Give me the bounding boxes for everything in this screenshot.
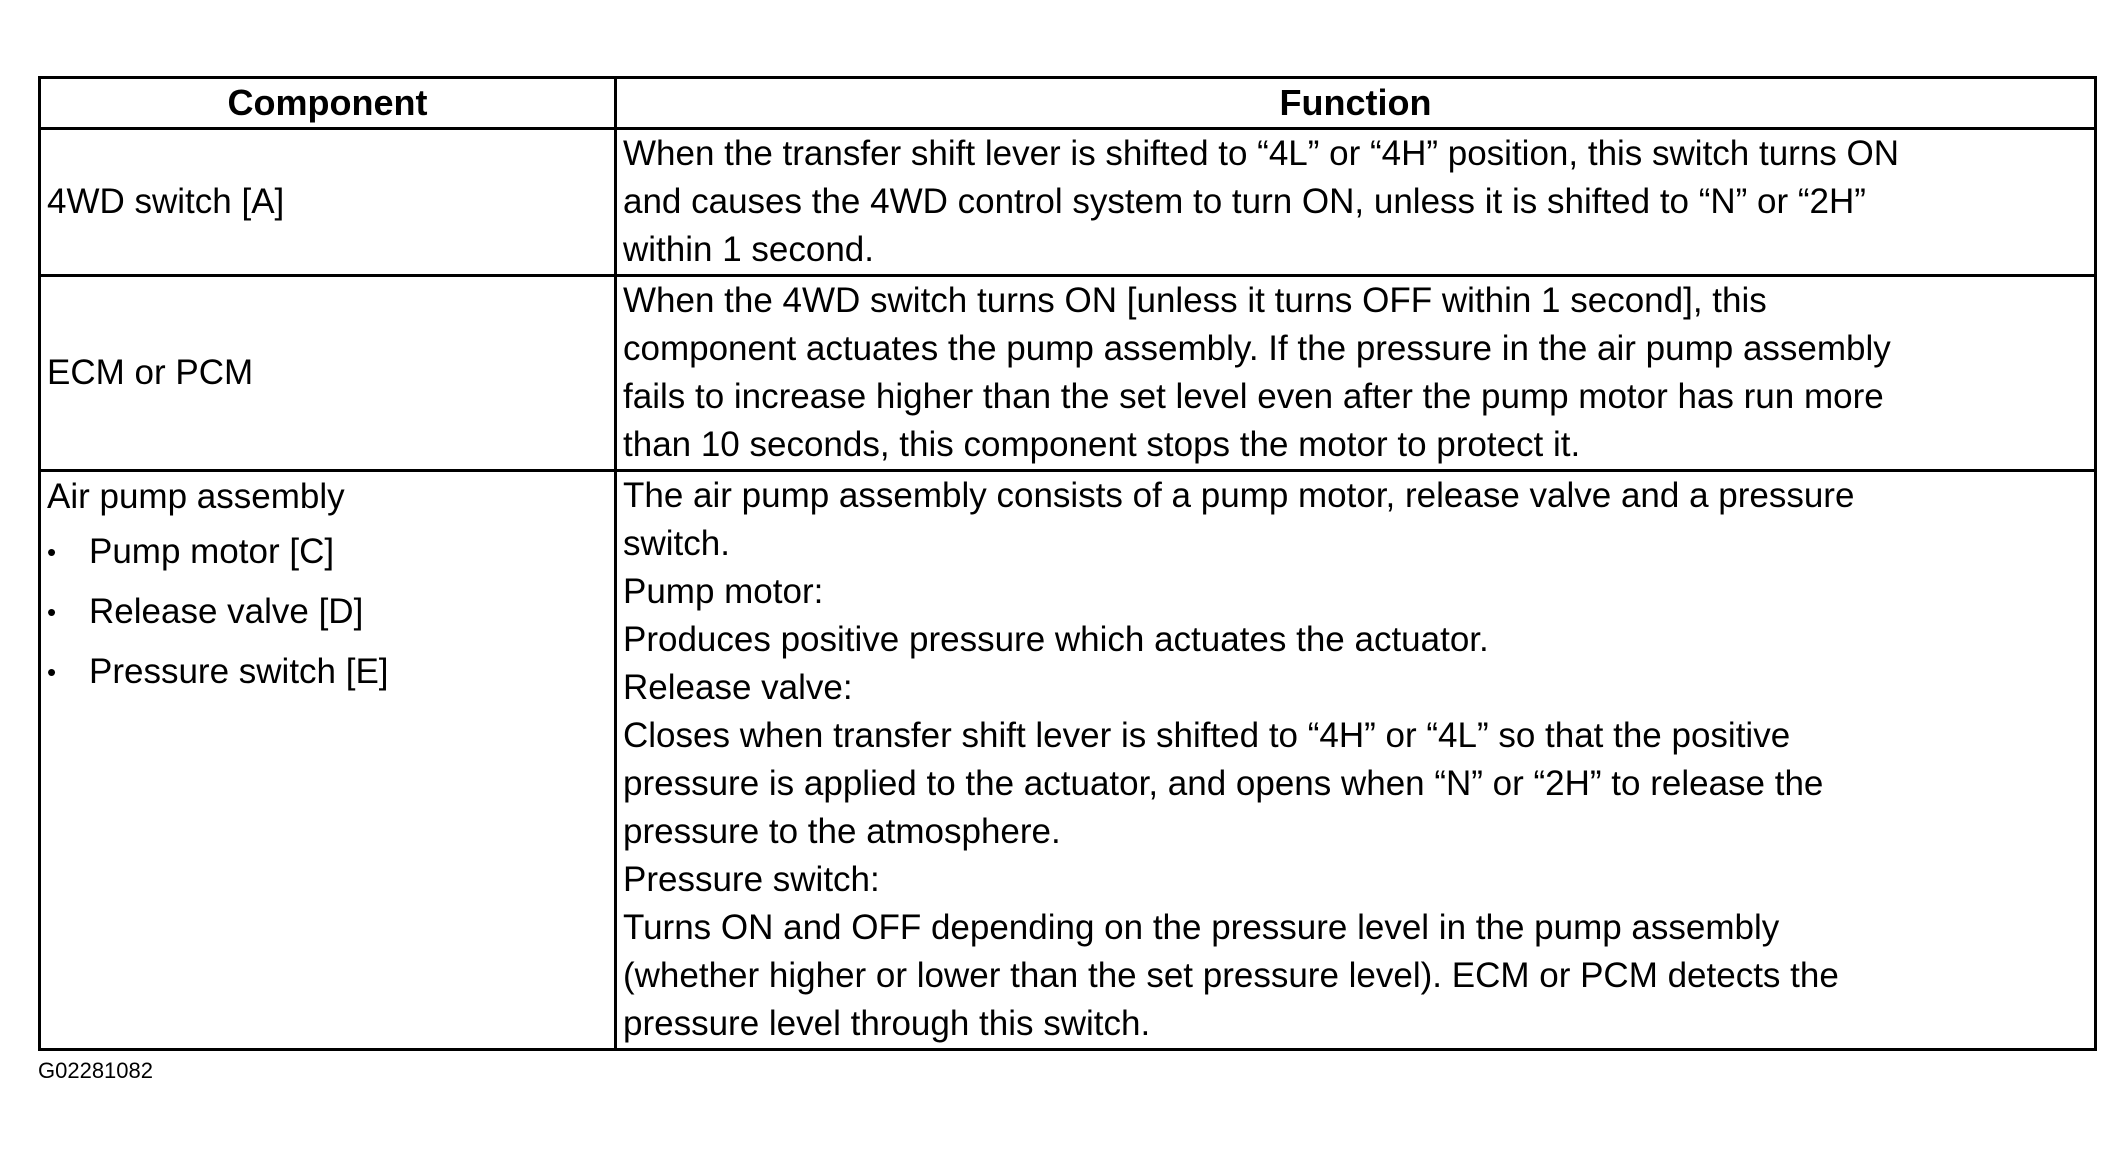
function-line: pressure is applied to the actuator, and opens when “N” or “2H” to release the: [623, 764, 1824, 803]
sub-component-list: [47, 522, 608, 702]
function-line: within 1 second.: [623, 230, 874, 269]
function-line: Pressure switch:: [623, 860, 880, 899]
function-line: Closes when transfer shift lever is shifted to “4H” or “4L” so that the positive: [623, 716, 1791, 755]
component-cell: 4WD switch [A]: [40, 129, 616, 276]
figure-id: G02281082: [38, 1058, 153, 1083]
function-cell: [616, 471, 2096, 1050]
table-header-row: [40, 78, 2096, 129]
function-line: Pump motor:: [623, 572, 824, 611]
list-item: [47, 642, 608, 702]
function-line: than 10 seconds, this component stops the motor to protect it.: [623, 425, 1581, 464]
table-row-4wd-switch: [40, 129, 2096, 276]
function-line: The air pump assembly consists of a pump motor, release valve and a pressure: [623, 476, 1855, 515]
function-line: component actuates the pump assembly. If the pressure in the air pump assembly: [623, 329, 1891, 368]
component-title: Air pump assembly: [47, 477, 345, 516]
function-line: (whether higher or lower than the set pressure level). ECM or PCM detects the: [623, 956, 1839, 995]
function-cell: [616, 276, 2096, 471]
bullet-icon: •: [47, 537, 57, 567]
function-cell: [616, 129, 2096, 276]
function-line: Turns ON and OFF depending on the pressure level in the pump assembly: [623, 908, 1780, 947]
component-cell: [40, 471, 616, 1050]
header-function: Function: [616, 78, 2096, 129]
function-line: switch.: [623, 524, 730, 563]
header-component: Component: [40, 78, 616, 129]
table-row-ecm-pcm: [40, 276, 2096, 471]
sub-component-label: Pressure switch [E]: [89, 652, 389, 691]
function-line: pressure to the atmosphere.: [623, 812, 1061, 851]
table-row-air-pump-assembly: [40, 471, 2096, 1050]
function-line: and causes the 4WD control system to turn ON, unless it is shifted to “N” or “2H”: [623, 182, 1866, 221]
component-cell: ECM or PCM: [40, 276, 616, 471]
function-line: pressure level through this switch.: [623, 1004, 1151, 1043]
component-function-table: [38, 76, 2097, 1051]
function-line: Release valve:: [623, 668, 853, 707]
sub-component-label: Release valve [D]: [89, 592, 364, 631]
sub-component-label: Pump motor [C]: [89, 532, 335, 571]
list-item: [47, 582, 608, 642]
bullet-icon: •: [47, 597, 57, 627]
component-function-table-container: [38, 76, 2094, 1051]
function-line: fails to increase higher than the set level even after the pump motor has run more: [623, 377, 1884, 416]
bullet-icon: •: [47, 657, 57, 687]
function-line: Produces positive pressure which actuates the actuator.: [623, 620, 1489, 659]
function-line: When the transfer shift lever is shifted to “4L” or “4H” position, this switch turns ON: [623, 134, 1900, 173]
list-item: [47, 522, 608, 582]
function-line: When the 4WD switch turns ON [unless it turns OFF within 1 second], this: [623, 281, 1767, 320]
